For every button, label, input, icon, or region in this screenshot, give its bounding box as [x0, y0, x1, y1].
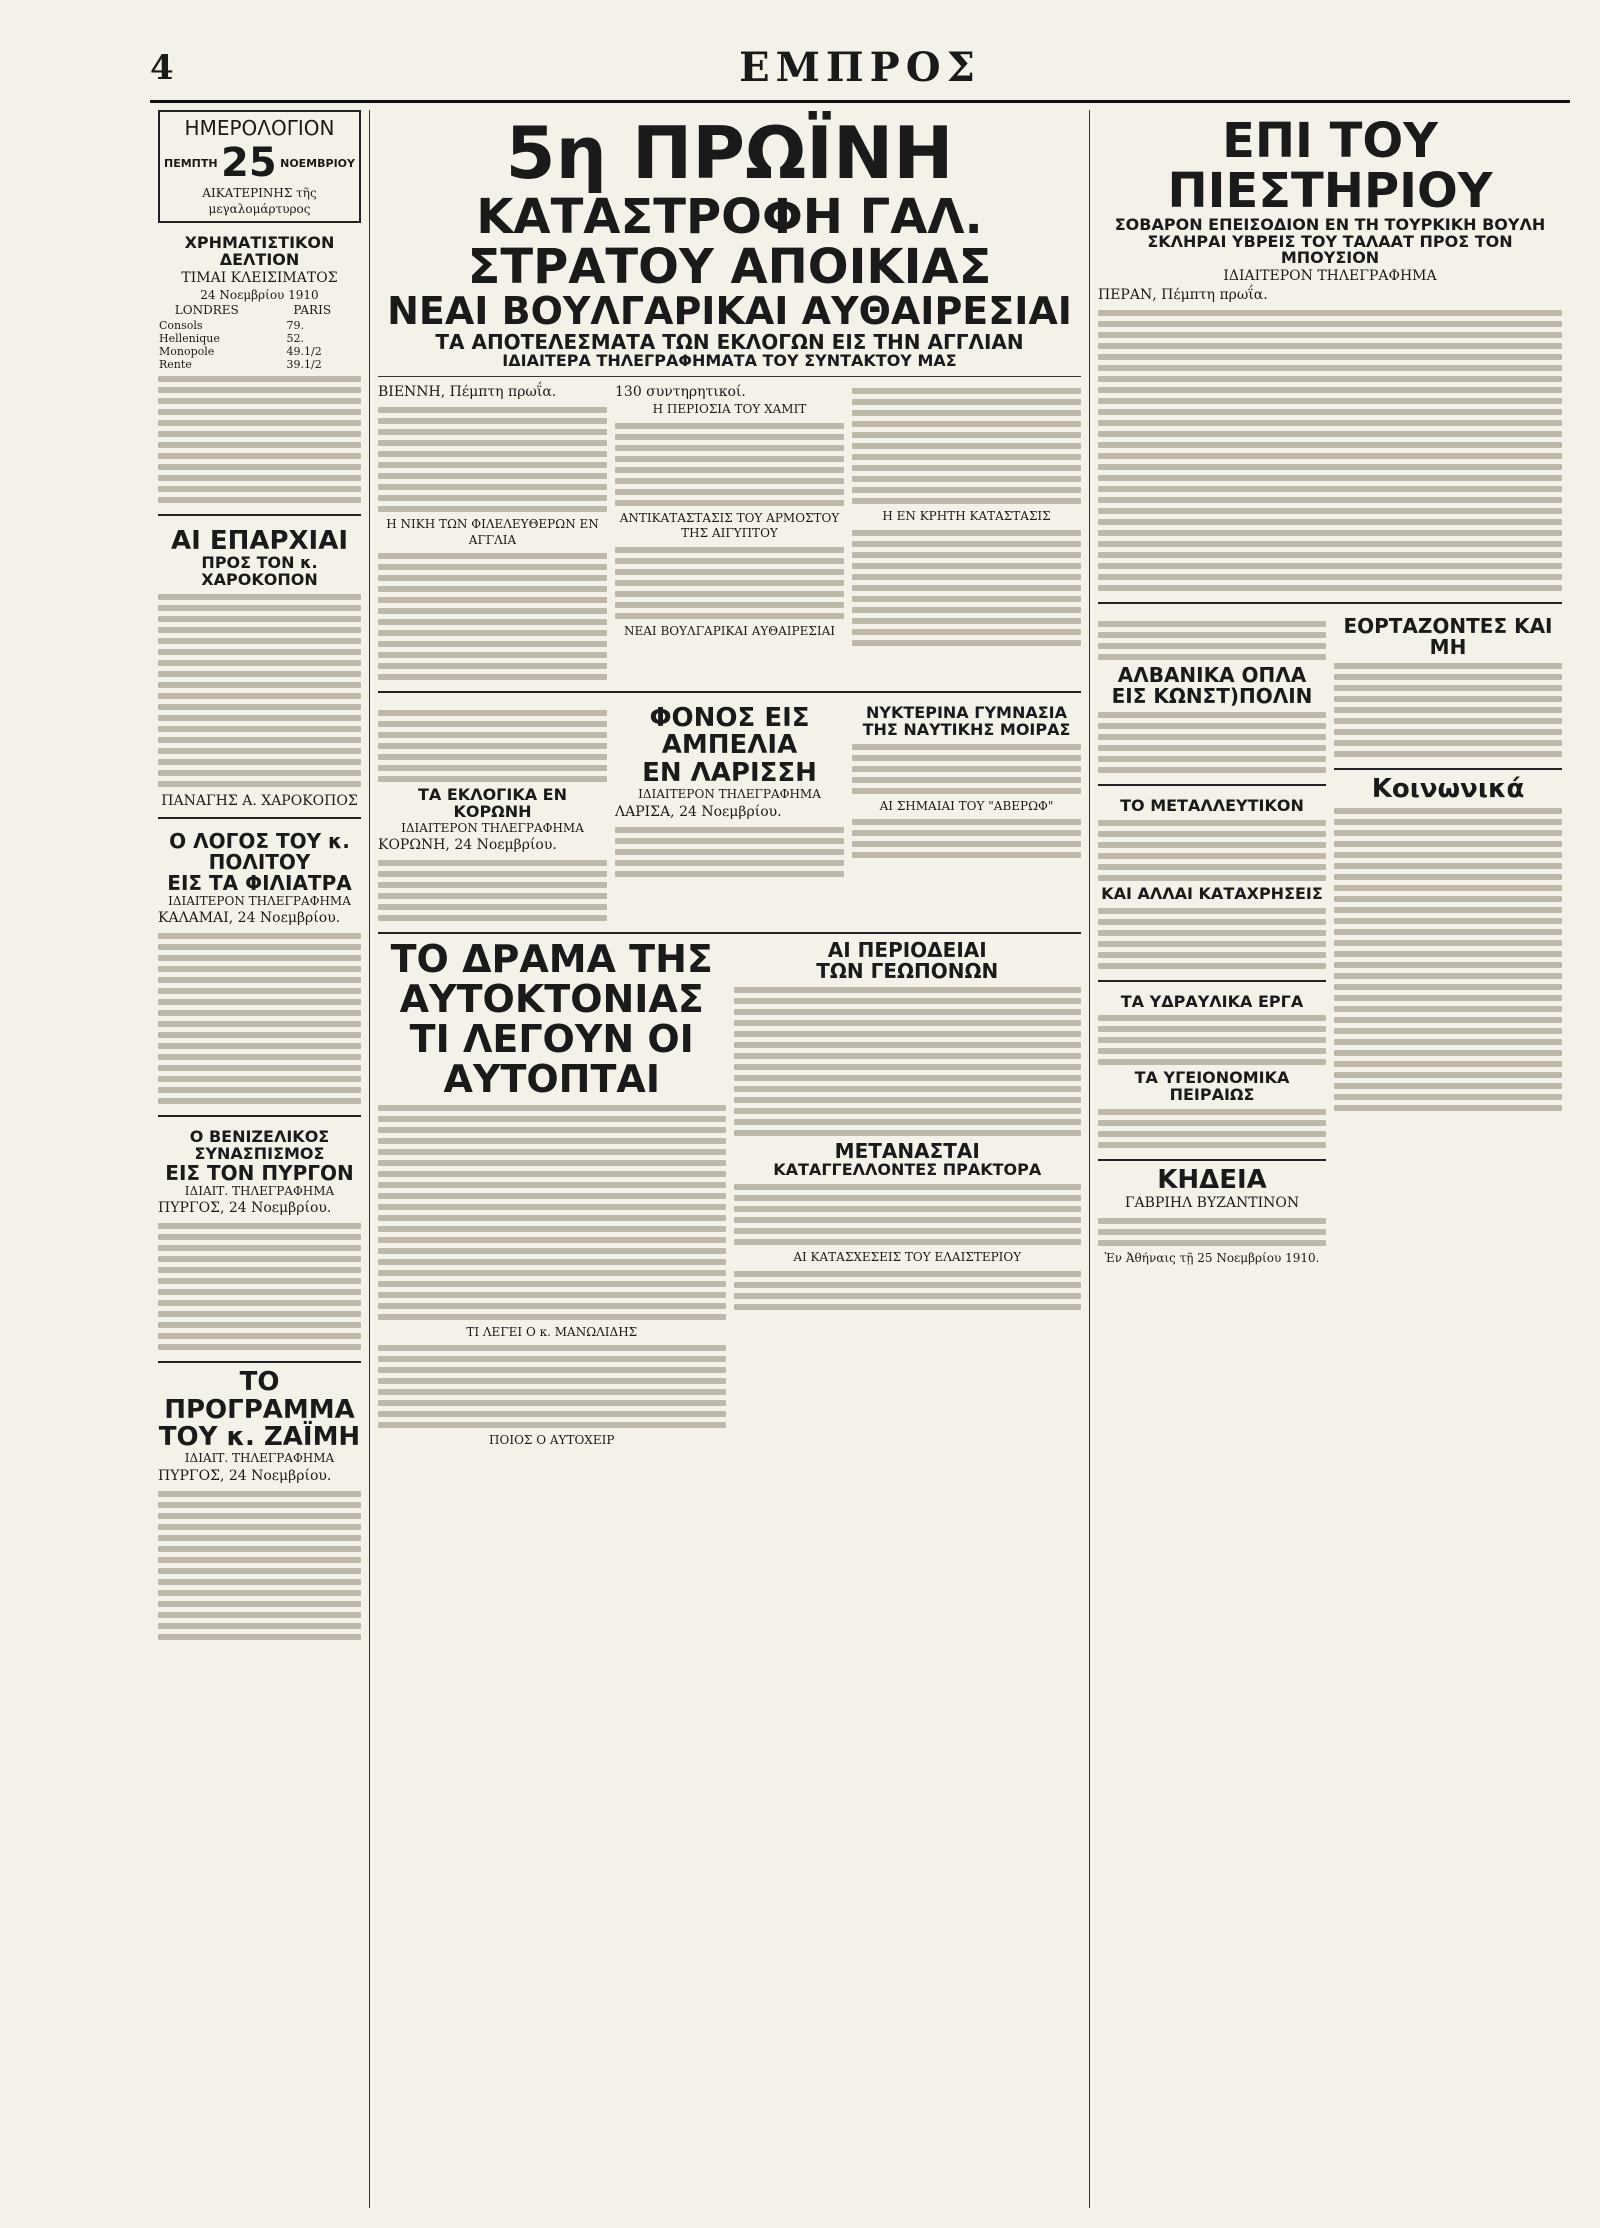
illegible-text: [852, 388, 1081, 504]
press-title: ΕΠΙ ΤΟΥ ΠΙΕΣΤΗΡΙΟΥ: [1167, 113, 1493, 220]
article-title: ΤΑ ΥΔΡΑΥΛΙΚΑ ΕΡΓΑ: [1120, 991, 1304, 1011]
market-subtitle: ΤΙΜΑΙ ΚΛΕΙΣΙΜΑΤΟΣ: [181, 269, 338, 286]
article-venizel: [158, 1123, 361, 1363]
article-ydravlika: [1098, 988, 1326, 1161]
illegible-text: [734, 1184, 1082, 1245]
center-column: [370, 110, 1090, 2208]
illegible-text: [158, 933, 361, 1104]
article-title: ΕΝ ΛΑΡΙΣΣΗ: [642, 757, 817, 788]
kideia-name: ΓΑΒΡΙΗΛ ΒΥΖΑΝΤΙΝΟΝ: [1124, 1195, 1300, 1212]
illegible-text: [615, 547, 844, 619]
article-subtitle: Η ΕΝ ΚΡΗΤΗ ΚΑΤΑΣΤΑΣΙΣ: [882, 509, 1051, 524]
article-title: Ο ΛΟΓΟΣ ΤΟΥ κ. ΠΟΛΙΤΟΥ: [169, 828, 350, 874]
illegible-text: [1098, 1109, 1326, 1148]
illegible-text: [615, 423, 844, 506]
article-kideia: [1098, 1164, 1326, 1267]
dateline: ΠΥΡΓΟΣ, 24 Νοεμβρίου.: [158, 1200, 332, 1217]
article-title: ΜΕΤΑΝΑΣΤΑΙ: [834, 1139, 980, 1164]
lead-deck-1: ΝΕΑΙ ΒΟΥΛΓΑΡΙΚΑΙ ΑΥΘΑΙΡΕΣΙΑΙ: [387, 289, 1072, 334]
drama-section: [378, 937, 1081, 1449]
dateline: ΒΙΕΝΝΗ, Πέμπτη πρωΐα.: [378, 384, 557, 401]
article-title: ΚΗΔΕΙΑ: [1157, 1164, 1267, 1195]
telegram-label: ΙΔΙΑΙΤ. ΤΗΛΕΓΡΑΦΗΜΑ: [184, 1183, 335, 1198]
illegible-text: [734, 1271, 1082, 1310]
article-subtitle: ΚΑΤΑΓΓΕΛΛΟΝΤΕΣ ΠΡΑΚΤΟΡΑ: [773, 1160, 1042, 1180]
table-row: Consols 79.: [159, 318, 305, 332]
article-subtitle: ΝΕΑΙ ΒΟΥΛΓΑΡΙΚΑΙ ΑΥΘΑΙΡΕΣΙΑΙ: [623, 623, 835, 638]
article-signature: ΠΑΝΑΓΗΣ Α. ΧΑΡΟΚΟΠΟΣ: [161, 792, 358, 809]
article-subtitle: ΤΟΥ κ. ΖΑΪΜΗ: [158, 1421, 361, 1452]
market-table: [158, 319, 361, 371]
telegram-label: ΙΔΙΑΙΤΕΡΟΝ ΤΗΛΕΓΡΑΦΗΜΑ: [168, 893, 351, 908]
calendar-day: 25: [221, 140, 277, 186]
article-title: ΝΥΚΤΕΡΙΝΑ ΓΥΜΝΑΣΙΑ: [866, 703, 1067, 723]
calendar-box: [158, 110, 361, 223]
illegible-text: [1098, 908, 1326, 969]
dateline: ΚΑΛΑΜΑΙ, 24 Νοεμβρίου.: [158, 910, 341, 927]
illegible-text: [1334, 808, 1562, 1111]
article-title: ΕΙΣ ΚΩΝΣΤ)ΠΟΛΙΝ: [1111, 683, 1313, 708]
right-column: [1090, 110, 1570, 2208]
illegible-text: [852, 819, 1081, 858]
article-zaimis: [158, 1369, 361, 1639]
illegible-text: [378, 1345, 726, 1428]
illegible-text: [852, 744, 1081, 794]
press-story: [1098, 110, 1562, 604]
press-subtitle-2: ΣΚΛΗΡΑΙ ΥΒΡΕΙΣ ΤΟΥ ΤΑΛΑΑΤ ΠΡΟΣ ΤΟΝ ΜΠΟΥΣΙΟΝ: [1147, 231, 1513, 268]
dateline: ΠΥΡΓΟΣ, 24 Νοεμβρίου.: [158, 1467, 332, 1484]
article-eortazontes: [1334, 610, 1562, 770]
illegible-text: [378, 710, 607, 782]
page-number: 4: [150, 48, 174, 88]
illegible-text: [158, 1223, 361, 1350]
market-exchange-right: PARIS: [293, 303, 332, 318]
left-column: [150, 110, 370, 2208]
drama-title: ΤΟ ΔΡΑΜΑ ΤΗΣ ΑΥΤΟΚΤΟΝΙΑΣ: [390, 937, 713, 1022]
article-subtitle: ΠΡΟΣ ΤΟΝ κ. ΧΑΡΟΚΟΠΟΝ: [201, 553, 318, 589]
table-row: Hellenique 52.: [159, 331, 305, 345]
kideia-date: Ἐν Ἀθήναις τῇ 25 Νοεμβρίου 1910.: [1104, 1251, 1320, 1266]
illegible-text: [1098, 1015, 1326, 1065]
article-metalleutikon: [1098, 792, 1326, 982]
illegible-text: [378, 407, 607, 512]
article-subtitle: ΚΑΙ ΑΛΛΑΙ ΚΑΤΑΧΡΗΣΕΙΣ: [1101, 883, 1323, 903]
article-title: Ο ΒΕΝΙΖΕΛΙΚΟΣ ΣΥΝΑΣΠΙΣΜΟΣ: [189, 1127, 330, 1163]
lead-deck-3: ΙΔΙΑΙΤΕΡΑ ΤΗΛΕΓΡΑΦΗΜΑΤΑ ΤΟΥ ΣΥΝΤΑΚΤΟΥ ΜΑΣ: [502, 351, 957, 371]
article-title: ΤΩΝ ΓΕΩΠΟΝΩΝ: [816, 959, 999, 984]
article-subtitle: Η ΝΙΚΗ ΤΩΝ ΦΙΛΕΛΕΥΘΕΡΩΝ ΕΝ ΑΓΓΛΙΑ: [386, 516, 599, 547]
article-title: ΤΟ ΜΕΤΑΛΛΕΥΤΙΚΟΝ: [1120, 795, 1304, 815]
article-title: ΑΙ ΠΕΡΙΟΔΕΙΑΙ: [827, 938, 987, 963]
illegible-text: [378, 1105, 726, 1320]
article-title: ΤΗΣ ΝΑΥΤΙΚΗΣ ΜΟΙΡΑΣ: [862, 719, 1071, 739]
article-subtitle: ΑΝΤΙΚΑΤΑΣΤΑΣΙΣ ΤΟΥ ΑΡΜΟΣΤΟΥ ΤΗΣ ΑΙΓΥΠΤΟΥ: [619, 510, 840, 541]
illegible-text: [1098, 310, 1562, 591]
article-subtitle: ΤΑ ΥΓΕΙΟΝΟΜΙΚΑ ΠΕΙΡΑΙΩΣ: [1134, 1068, 1290, 1105]
article-subtitle: ΑΙ ΣΗΜΑΙΑΙ ΤΟΥ "ΑΒΕΡΩΦ": [879, 798, 1054, 813]
masthead: [150, 40, 1570, 103]
paper-title: ΕΜΠΡΟΣ: [739, 44, 981, 91]
calendar-saint: ΑΙΚΑΤΕΡΙΝΗΣ τῆς μεγαλομάρτυρος: [202, 186, 317, 216]
article-politis: [158, 825, 361, 1117]
lead-headline: ΚΑΤΑΣΤΡΟΦΗ ΓΑΛ. ΣΤΡΑΤΟΥ ΑΠΟΙΚΙΑΣ: [467, 188, 992, 295]
illegible-text: [615, 827, 844, 877]
illegible-text: [1098, 712, 1326, 773]
illegible-text: [1098, 1218, 1326, 1246]
illegible-text: [378, 553, 607, 680]
article-koinonika: [1334, 773, 1562, 1111]
article-title: ΤΑ ΕΚΛΟΓΙΚΑ ΕΝ ΚΟΡΩΝΗ: [418, 785, 567, 821]
seat-count: 130 συντηρητικοί.: [615, 384, 746, 401]
calendar-month: ΝΟΕΜΒΡΙΟΥ: [280, 156, 355, 170]
dateline: ΚΟΡΩΝΗ, 24 Νοεμβρίου.: [378, 837, 557, 854]
dateline: ΠΕΡΑΝ, Πέμπτη πρωΐα.: [1098, 287, 1268, 304]
illegible-text: [1098, 621, 1326, 660]
mid-section: [378, 699, 1081, 934]
table-row: Rente 39.1/2: [159, 357, 322, 371]
illegible-text: [158, 376, 361, 503]
illegible-text: [158, 594, 361, 787]
telegram-label: ΙΔΙΑΙΤΕΡΟΝ ΤΗΛΕΓΡΑΦΗΜΑ: [1223, 268, 1437, 285]
article-title: ΤΟ ΠΡΟΓΡΑΜΜΑ: [164, 1367, 355, 1425]
market-bulletin: [158, 229, 361, 516]
drama-subtitle: ΤΙ ΛΕΓΟΥΝ ΟΙ ΑΥΤΟΠΤΑΙ: [409, 1017, 694, 1101]
article-albanika: [1098, 610, 1326, 786]
illegible-text: [852, 530, 1081, 646]
article-title: ΑΙ ΕΠΑΡΧΙΑΙ: [170, 525, 349, 556]
article-subtitle: ΠΟΙΟΣ Ο ΑΥΤΟΧΕΙΡ: [489, 1433, 615, 1448]
illegible-text: [158, 1491, 361, 1640]
telegram-label: ΙΔΙΑΙΤΕΡΟΝ ΤΗΛΕΓΡΑΦΗΜΑ: [638, 787, 821, 802]
calendar-weekday: ΠΕΜΠΤΗ: [164, 156, 218, 170]
article-title: ΦΟΝΟΣ ΕΙΣ ΑΜΠΕΛΙΑ: [649, 703, 810, 761]
illegible-text: [1098, 820, 1326, 881]
article-subtitle: Η ΠΕΡΙΟΣΙΑ ΤΟΥ ΧΑΜΙΤ: [652, 401, 807, 416]
telegram-label: ΙΔΙΑΙΤΕΡΟΝ ΤΗΛΕΓΡΑΦΗΜΑ: [401, 820, 584, 835]
press-subtitle-1: ΣΟΒΑΡΟΝ ΕΠΕΙΣΟΔΙΟΝ ΕΝ ΤΗ ΤΟΥΡΚΙΚΗ ΒΟΥΛΗ: [1114, 214, 1546, 234]
calendar-title: ΗΜΕΡΟΛΟΓΙΟΝ: [184, 116, 335, 140]
telegram-label: ΙΔΙΑΙΤ. ΤΗΛΕΓΡΑΦΗΜΑ: [184, 1451, 335, 1466]
illegible-text: [1334, 663, 1562, 757]
article-subtitle: ΕΙΣ ΤΟΝ ΠΥΡΓΟΝ: [165, 1160, 354, 1185]
article-subtitle: ΑΙ ΚΑΤΑΣΧΕΣΕΙΣ ΤΟΥ ΕΛΑΙΣΤΕΡΙΟΥ: [793, 1250, 1022, 1265]
lead-story: [378, 110, 1081, 693]
table-row: Monopole 49.1/2: [159, 344, 322, 358]
market-title: ΧΡΗΜΑΤΙΣΤΙΚΟΝ ΔΕΛΤΙΟΝ: [184, 233, 335, 269]
market-date: 24 Νοεμβρίου 1910: [200, 287, 319, 302]
market-exchange-left: LONDRES: [174, 303, 239, 318]
illegible-text: [734, 987, 1082, 1136]
illegible-text: [378, 860, 607, 921]
article-title: Κοινωνικά: [1371, 773, 1525, 804]
article-subtitle: ΤΙ ΛΕΓΕΙ Ο κ. ΜΑΝΩΛΙΔΗΣ: [466, 1324, 638, 1339]
article-title: ΑΛΒΑΝΙΚΑ ΟΠΛΑ: [1117, 662, 1307, 687]
lead-deck-2: ΤΑ ΑΠΟΤΕΛΕΣΜΑΤΑ ΤΩΝ ΕΚΛΟΓΩΝ ΕΙΣ ΤΗΝ ΑΓΓΛΙΑΝ: [435, 330, 1024, 355]
article-title: ΕΟΡΤΑΖΟΝΤΕΣ ΚΑΙ ΜΗ: [1343, 613, 1553, 659]
article-subtitle: ΕΙΣ ΤΑ ΦΙΛΙΑΤΡΑ: [167, 870, 352, 895]
article-eparxiai: [158, 522, 361, 819]
lead-kicker: 5η ΠΡΩΪΝΗ: [505, 111, 954, 195]
dateline: ΛΑΡΙΣΑ, 24 Νοεμβρίου.: [615, 803, 782, 820]
